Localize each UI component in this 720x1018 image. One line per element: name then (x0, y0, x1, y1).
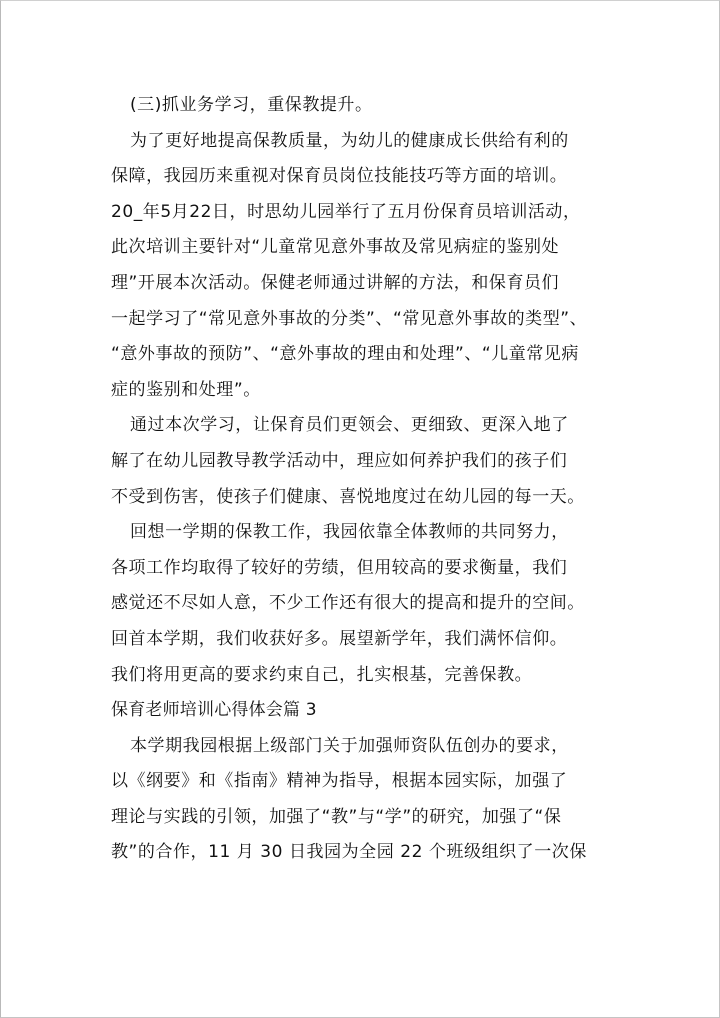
text-line: 回想一学期的保教工作，我园依靠全体教师的共同努力， (130, 522, 569, 543)
text-line: 一起学习了“常见意外事故的分类”、“常见意外事故的类型”、 (111, 308, 588, 329)
text-line: 回首本学期，我们收获好多。展望新学年，我们满怀信仰。 (111, 628, 568, 649)
text-line: 本学期我园根据上级部门关于加强师资队伍创办的要求， (130, 735, 569, 756)
text-line: 感觉还不尽如人意，不少工作还有很大的提高和提升的空间。 (111, 593, 585, 614)
section-title: 保育老师培训心得体会篇 3 (111, 700, 317, 721)
text-line: 理论与实践的引领，加强了“教”与“学”的研究，加强了“保 (111, 806, 562, 827)
text-line: (三)抓业务学习，重保教提升。 (130, 95, 373, 115)
text-line: 解了在幼儿园教导教学活动中，理应如何养护我们的孩子们 (111, 450, 568, 471)
text-line: 20_年5月22日，时思幼儿园举行了五月份保育员培训活动， (111, 201, 581, 222)
text-line: 不受到伤害，使孩子们健康、喜悦地度过在幼儿园的每一天。 (111, 486, 585, 507)
text-line: 为了更好地提高保教质量，为幼儿的健康成长供给有利的 (130, 130, 569, 151)
text-line: 各项工作均取得了较好的劳绩，但用较高的要求衡量，我们 (111, 557, 568, 578)
text-line: 我们将用更高的要求约束自己，扎实根基，完善保教。 (111, 664, 533, 685)
text-line: 此次培训主要针对“儿童常见意外事故及常见病症的鉴别处 (111, 237, 560, 258)
text-line: 以《纲要》和《指南》精神为指导，根据本园实际，加强了 (111, 771, 568, 792)
text-line: 通过本次学习，让保育员们更领会、更细致、更深入地了 (130, 415, 569, 436)
text-line: 教”的合作，11 月 30 日我园为全园 22 个班级组织了一次保 (111, 842, 587, 863)
text-line: 症的鉴别和处理”。 (111, 379, 261, 400)
document-body (111, 88, 616, 871)
text-line: 理”开展本次活动。保健老师通过讲解的方法，和保育员们 (111, 272, 560, 293)
text-line: 保障，我园历来重视对保育员岗位技能技巧等方面的培训。 (111, 166, 568, 187)
text-line: “意外事故的预防”、“意外事故的理由和处理”、“儿童常见病 (111, 344, 579, 365)
